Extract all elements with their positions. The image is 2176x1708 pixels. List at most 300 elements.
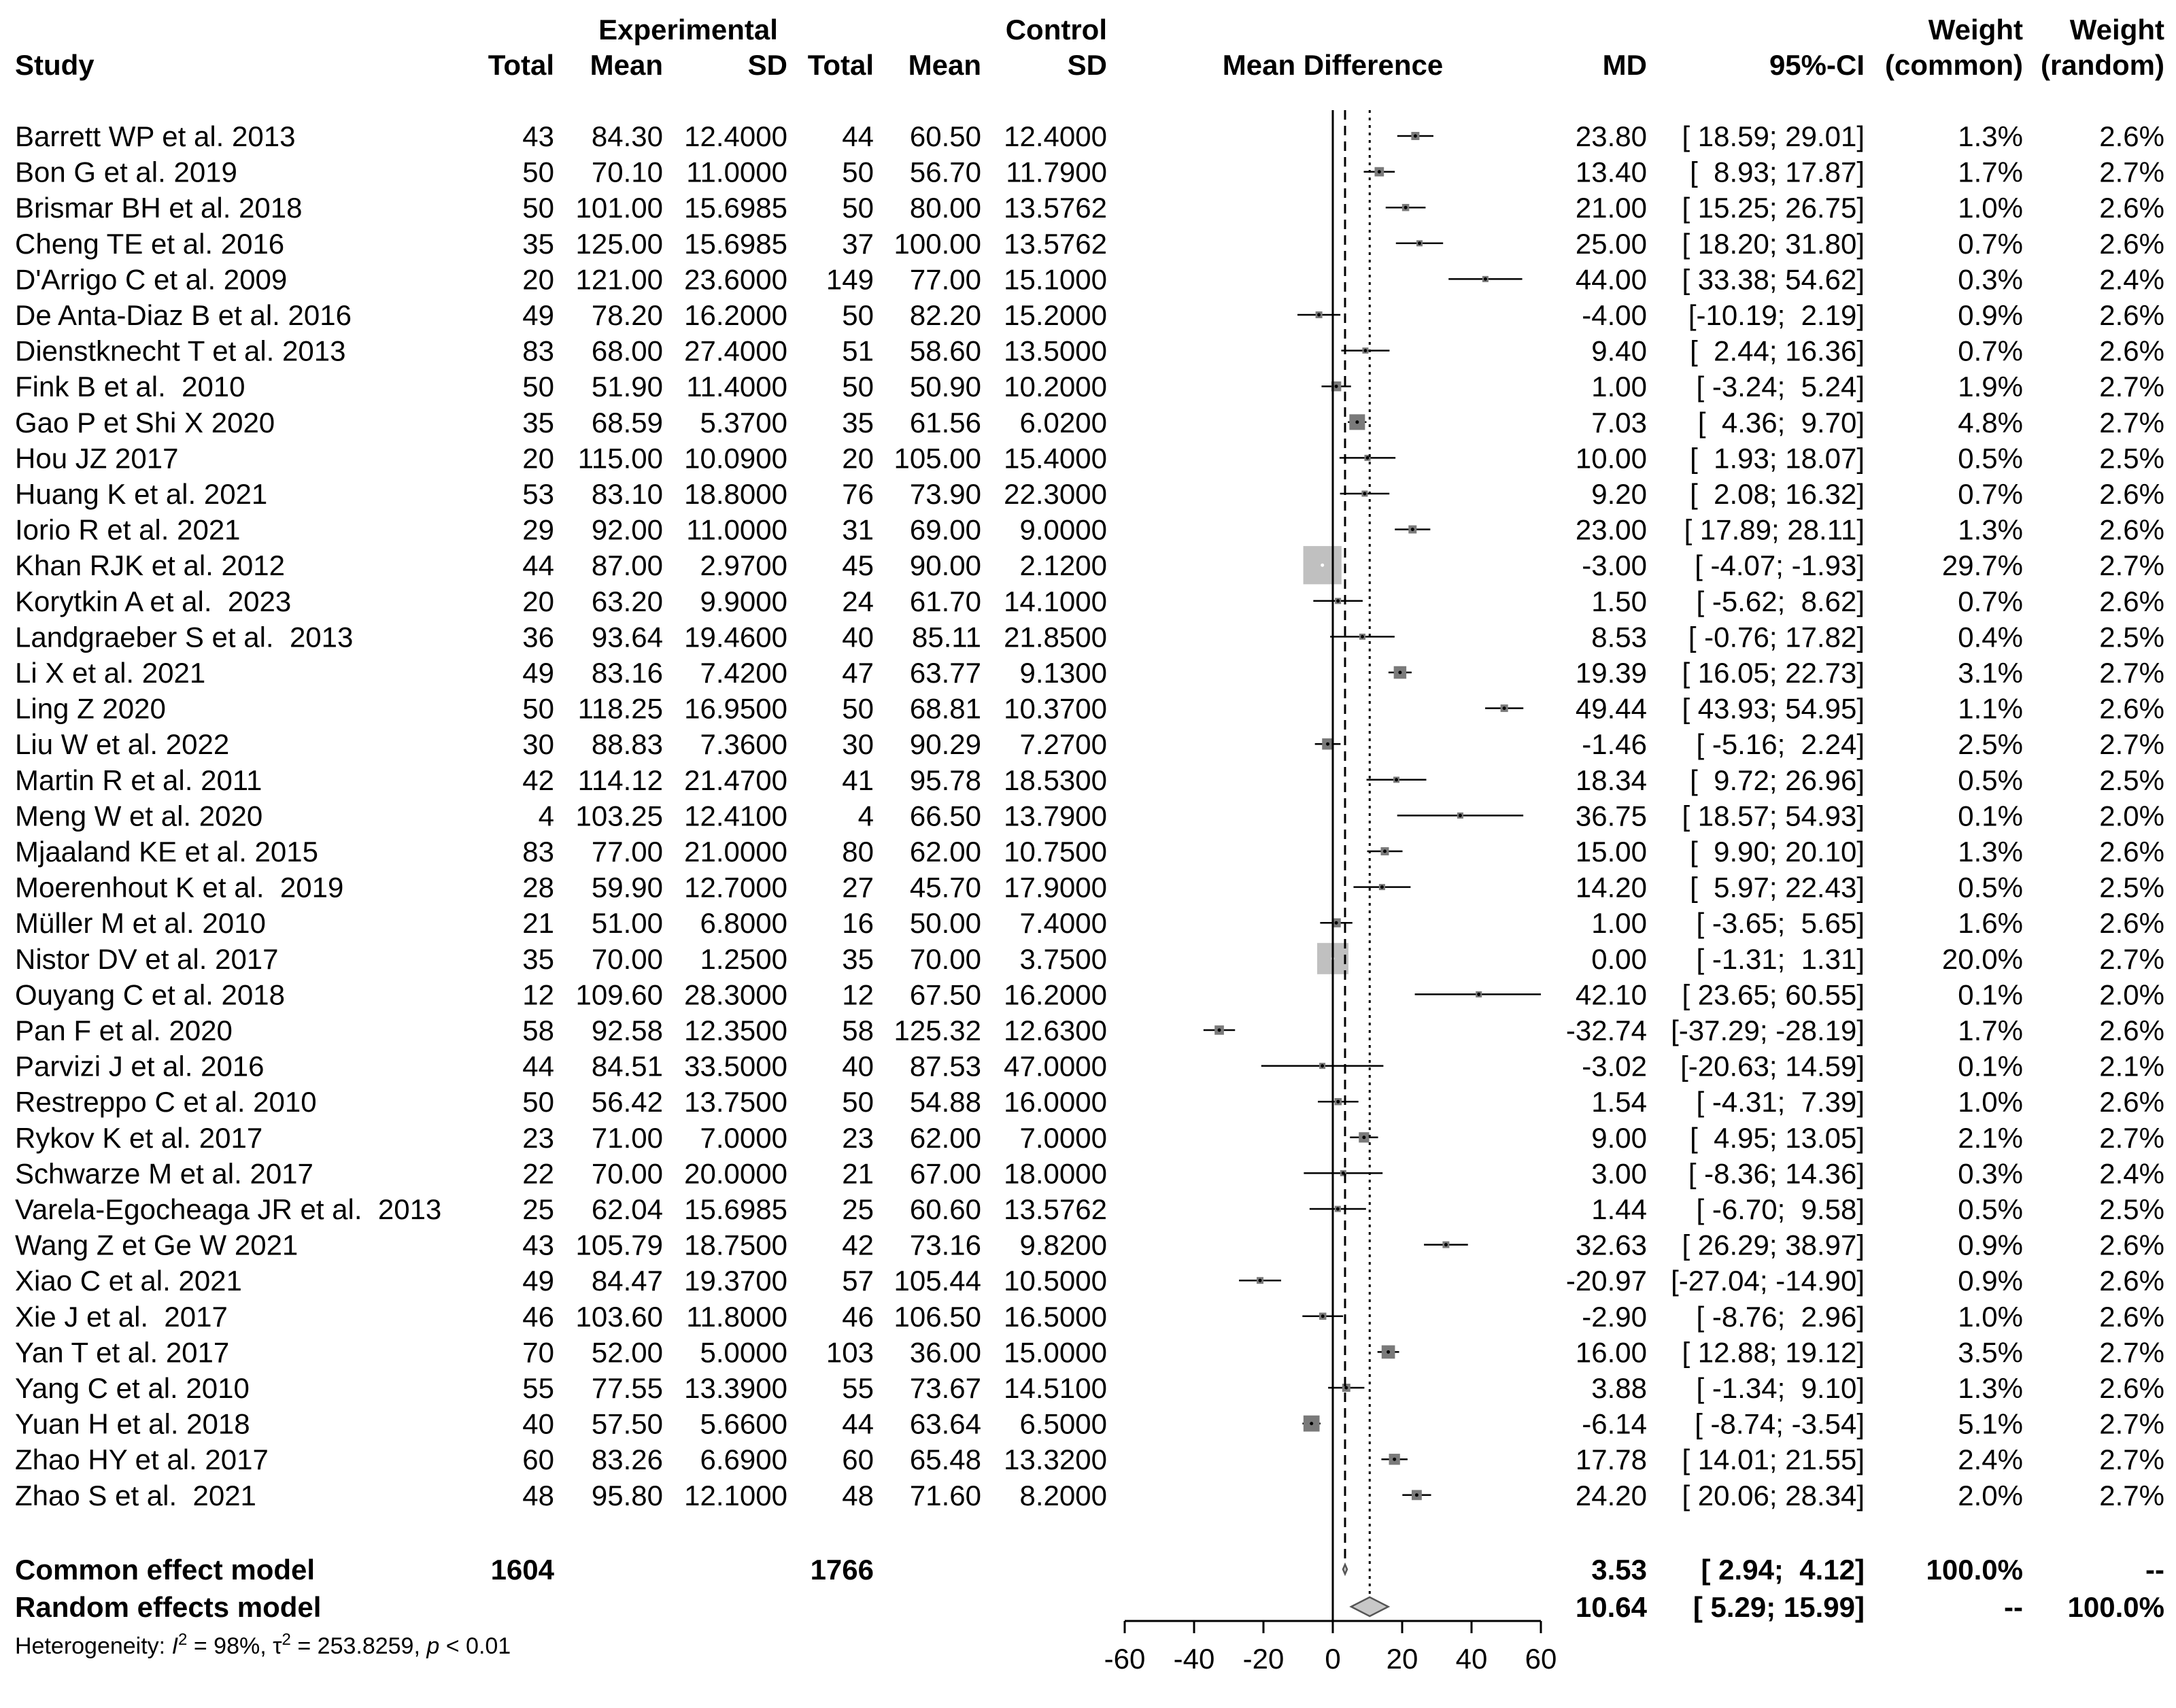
table-row: [15, 1086, 2164, 1118]
cell-w-common: 2.5%: [1958, 728, 2023, 761]
cell-e-sd: 12.1000: [684, 1479, 787, 1511]
cell-w-common: 1.3%: [1958, 120, 2023, 152]
point-estimate: [1387, 1350, 1390, 1354]
study-name: Yang C et al. 2010: [15, 1372, 250, 1404]
cell-e-mean: 78.20: [591, 299, 663, 331]
point-estimate: [1355, 420, 1359, 424]
header-weight-random: Weight: [2069, 14, 2164, 46]
cell-e-sd: 19.3700: [684, 1265, 787, 1297]
cell-w-common: 1.3%: [1958, 836, 2023, 868]
cell-e-sd: 23.6000: [684, 263, 787, 296]
cell-md-text: 7.03: [1591, 406, 1647, 439]
table-row: [15, 978, 2164, 1010]
point-estimate: [1418, 241, 1421, 245]
point-estimate: [1321, 564, 1324, 567]
cell-e-sd: 11.8000: [686, 1300, 787, 1333]
cell-ci-text: [ 23.65; 60.55]: [1682, 978, 1865, 1011]
cell-ci-text: [ -8.74; -3.54]: [1695, 1407, 1865, 1440]
cell-w-random: 2.5%: [2099, 871, 2164, 904]
cell-c-mean: 71.60: [909, 1479, 981, 1511]
study-name: De Anta-Diaz B et al. 2016: [15, 299, 352, 331]
header-study: Study: [15, 49, 95, 81]
cell-e-mean: 56.42: [591, 1086, 663, 1118]
cell-c-mean: 125.32: [894, 1014, 981, 1046]
cell-w-random: 2.4%: [2099, 263, 2164, 296]
cell-ci-text: [ -3.24; 5.24]: [1696, 371, 1865, 403]
cell-e-mean: 84.47: [591, 1265, 663, 1297]
cell-c-sd: 16.5000: [1004, 1300, 1107, 1333]
cell-e-sd: 1.2500: [700, 942, 787, 975]
point-estimate: [1393, 1458, 1396, 1461]
point-estimate: [1378, 170, 1381, 173]
study-name: Barrett WP et al. 2013: [15, 120, 296, 152]
cell-c-sd: 6.5000: [1019, 1407, 1107, 1440]
cell-e-total: 53: [522, 478, 554, 510]
cell-c-mean: 50.00: [909, 907, 981, 940]
cell-c-total: 25: [842, 1193, 874, 1225]
cell-e-total: 50: [522, 156, 554, 188]
cell-ci-text: [-37.29; -28.19]: [1671, 1014, 1865, 1046]
study-name: Li X et al. 2021: [15, 657, 206, 689]
cell-e-total: 30: [522, 728, 554, 761]
cell-c-sd: 9.8200: [1019, 1229, 1107, 1261]
point-estimate: [1321, 1314, 1325, 1318]
cell-md-text: 23.00: [1575, 513, 1647, 546]
cell-c-total: 50: [842, 156, 874, 188]
cell-w-random: 2.6%: [2099, 192, 2164, 224]
x-tick-label: -40: [1173, 1643, 1215, 1675]
header-ci: 95%-CI: [1769, 49, 1865, 81]
cell-md-text: 9.40: [1591, 335, 1647, 367]
study-name: Wang Z et Ge W 2021: [15, 1229, 299, 1261]
cell-c-sd: 8.2000: [1019, 1479, 1107, 1511]
cell-c-mean: 45.70: [909, 871, 981, 904]
cell-e-sd: 15.6985: [684, 1193, 787, 1225]
cell-w-common: 0.7%: [1958, 478, 2023, 510]
cell-w-random: 2.1%: [2099, 1050, 2164, 1082]
x-tick-label: -20: [1242, 1643, 1285, 1675]
cell-w-common: 2.1%: [1958, 1121, 2023, 1154]
cell-c-mean: 63.77: [909, 657, 981, 689]
header-c-mean: Mean: [908, 49, 981, 81]
cell-e-sd: 21.4700: [684, 764, 787, 796]
study-name: Huang K et al. 2021: [15, 478, 268, 510]
cell-e-sd: 13.7500: [684, 1086, 787, 1118]
cell-e-sd: 7.4200: [700, 657, 787, 689]
cell-w-random: 2.6%: [2099, 1014, 2164, 1046]
cell-md-text: 14.20: [1575, 871, 1647, 904]
summary-c-total: 1766: [810, 1554, 874, 1586]
table-row: [15, 1408, 2164, 1440]
cell-ci-text: [ 15.25; 26.75]: [1682, 192, 1865, 224]
cell-w-common: 1.6%: [1958, 907, 2023, 940]
cell-c-mean: 106.50: [894, 1300, 981, 1333]
cell-e-sd: 9.9000: [700, 585, 787, 617]
study-name: Xie J et al. 2017: [15, 1300, 228, 1333]
cell-md-text: 42.10: [1575, 978, 1647, 1011]
cell-c-mean: 58.60: [909, 335, 981, 367]
table-row: [15, 907, 2164, 939]
cell-c-total: 51: [842, 335, 874, 367]
table-row: [15, 1193, 2164, 1225]
point-estimate: [1366, 456, 1370, 460]
cell-w-random: 2.7%: [2099, 1479, 2164, 1511]
cell-ci-text: [ -8.76; 2.96]: [1696, 1300, 1865, 1333]
cell-c-total: 41: [842, 764, 874, 796]
summary-e-total: 1604: [490, 1554, 554, 1586]
table-row: [15, 228, 2164, 260]
cell-c-total: 50: [842, 692, 874, 725]
cell-c-total: 50: [842, 371, 874, 403]
cell-w-common: 1.3%: [1958, 513, 2023, 546]
cell-e-total: 25: [522, 1193, 554, 1225]
cell-e-mean: 51.90: [591, 371, 663, 403]
cell-e-sd: 16.2000: [684, 299, 787, 331]
cell-ci-text: [ 9.72; 26.96]: [1690, 764, 1865, 796]
cell-e-sd: 5.3700: [700, 406, 787, 439]
cell-e-total: 43: [522, 1229, 554, 1261]
summary-label: Common effect model: [15, 1554, 316, 1586]
cell-md-text: 21.00: [1575, 192, 1647, 224]
cell-md-text: 44.00: [1575, 263, 1647, 296]
cell-c-mean: 66.50: [909, 800, 981, 832]
cell-md-text: 1.54: [1591, 1086, 1647, 1118]
study-name: Khan RJK et al. 2012: [15, 549, 285, 582]
plot-area: [1104, 110, 1557, 1675]
cell-c-total: 58: [842, 1014, 874, 1046]
cell-c-mean: 77.00: [909, 263, 981, 296]
cell-c-sd: 2.1200: [1019, 549, 1107, 582]
cell-c-mean: 62.00: [909, 836, 981, 868]
point-estimate: [1326, 742, 1329, 746]
cell-c-mean: 90.29: [909, 728, 981, 761]
cell-e-sd: 12.7000: [684, 871, 787, 904]
cell-w-common: 0.7%: [1958, 585, 2023, 617]
cell-c-total: 50: [842, 192, 874, 224]
cell-e-sd: 20.0000: [684, 1157, 787, 1190]
cell-c-mean: 105.00: [894, 442, 981, 475]
cell-e-mean: 77.00: [591, 836, 663, 868]
cell-md-text: 3.00: [1591, 1157, 1647, 1190]
cell-e-total: 22: [522, 1157, 554, 1190]
point-estimate: [1336, 1208, 1340, 1211]
cell-md-text: -2.90: [1582, 1300, 1647, 1333]
cell-ci-text: [-10.19; 2.19]: [1688, 299, 1865, 331]
study-name: Rykov K et al. 2017: [15, 1121, 263, 1154]
cell-c-total: 48: [842, 1479, 874, 1511]
cell-e-sd: 2.9700: [700, 549, 787, 582]
cell-c-total: 23: [842, 1121, 874, 1154]
cell-e-mean: 57.50: [591, 1407, 663, 1440]
cell-e-sd: 6.6900: [700, 1444, 787, 1476]
cell-e-mean: 118.25: [577, 692, 663, 725]
cell-c-sd: 7.4000: [1019, 907, 1107, 940]
cell-w-random: 2.6%: [2099, 585, 2164, 617]
cell-ci-text: [ -0.76; 17.82]: [1688, 621, 1865, 653]
header-c-sd: SD: [1067, 49, 1107, 81]
cell-c-mean: 85.11: [912, 621, 981, 653]
cell-c-mean: 65.48: [909, 1444, 981, 1476]
cell-md-text: 0.00: [1591, 942, 1647, 975]
cell-c-mean: 67.50: [909, 978, 981, 1011]
cell-ci-text: [ 5.97; 22.43]: [1690, 871, 1865, 904]
cell-c-sd: 12.4000: [1004, 120, 1107, 152]
cell-ci-text: [ 33.38; 54.62]: [1682, 263, 1865, 296]
cell-e-mean: 92.58: [591, 1014, 663, 1046]
study-name: Martin R et al. 2011: [15, 764, 262, 796]
study-name: Yuan H et al. 2018: [15, 1407, 250, 1440]
cell-ci-text: [ -8.36; 14.36]: [1688, 1157, 1865, 1190]
point-estimate: [1218, 1029, 1221, 1032]
cell-w-random: 2.7%: [2099, 371, 2164, 403]
header-md: MD: [1602, 49, 1647, 81]
header-experimental: Experimental: [598, 14, 778, 46]
cell-e-total: 83: [522, 836, 554, 868]
x-tick-label: 40: [1455, 1643, 1488, 1675]
cell-w-common: 0.3%: [1958, 1157, 2023, 1190]
table-row: [15, 585, 2164, 617]
cell-c-sd: 10.5000: [1004, 1265, 1107, 1297]
cell-e-mean: 84.51: [591, 1050, 663, 1082]
cell-e-total: 29: [522, 513, 554, 546]
cell-e-total: 20: [522, 442, 554, 475]
cell-e-mean: 109.60: [575, 978, 663, 1011]
cell-ci-text: [ -5.16; 2.24]: [1696, 728, 1865, 761]
cell-c-sd: 14.5100: [1004, 1372, 1107, 1404]
cell-e-total: 70: [522, 1336, 554, 1369]
cell-c-total: 44: [842, 120, 874, 152]
cell-c-total: 42: [842, 1229, 874, 1261]
cell-md-text: 13.40: [1575, 156, 1647, 188]
cell-md-text: -1.46: [1582, 728, 1647, 761]
summary-row: [15, 1591, 2164, 1623]
cell-w-random: 2.6%: [2099, 907, 2164, 940]
cell-w-random: 2.6%: [2099, 1229, 2164, 1261]
cell-e-mean: 93.64: [591, 621, 663, 653]
cell-c-sd: 47.0000: [1004, 1050, 1107, 1082]
table-row: [15, 800, 2164, 832]
cell-w-common: 0.4%: [1958, 621, 2023, 653]
cell-c-sd: 10.2000: [1004, 371, 1107, 403]
cell-e-mean: 92.00: [591, 513, 663, 546]
cell-ci-text: [ 1.93; 18.07]: [1690, 442, 1865, 475]
study-name: Dienstknecht T et al. 2013: [15, 335, 346, 367]
summary-md: 10.64: [1575, 1591, 1647, 1623]
header-c-total: Total: [807, 49, 874, 81]
point-estimate: [1415, 1493, 1418, 1497]
point-estimate: [1336, 599, 1340, 602]
cell-e-sd: 15.6985: [684, 227, 787, 260]
study-name: Müller M et al. 2010: [15, 907, 266, 940]
cell-md-text: 32.63: [1575, 1229, 1647, 1261]
cell-w-random: 2.6%: [2099, 1265, 2164, 1297]
cell-w-random: 2.6%: [2099, 692, 2164, 725]
random-effects-diamond: [1351, 1597, 1389, 1616]
cell-c-sd: 15.1000: [1004, 263, 1107, 296]
point-estimate: [1383, 850, 1387, 853]
cell-c-mean: 68.81: [909, 692, 981, 725]
point-estimate: [1321, 1064, 1324, 1068]
cell-e-mean: 115.00: [577, 442, 663, 475]
cell-md-text: 36.75: [1575, 800, 1647, 832]
cell-md-text: 19.39: [1575, 657, 1647, 689]
cell-ci-text: [ 4.95; 13.05]: [1690, 1121, 1865, 1154]
header-weight-common: Weight: [1928, 14, 2023, 46]
table-row: [15, 1301, 2164, 1333]
cell-w-random: 2.5%: [2099, 442, 2164, 475]
header-weight-common-sub: (common): [1885, 49, 2023, 81]
cell-ci-text: [ 17.89; 28.11]: [1684, 513, 1865, 546]
cell-c-mean: 80.00: [909, 192, 981, 224]
cell-e-mean: 77.55: [591, 1372, 663, 1404]
cell-e-mean: 125.00: [575, 227, 663, 260]
cell-w-common: 4.8%: [1958, 406, 2023, 439]
cell-ci-text: [ -3.65; 5.65]: [1696, 907, 1865, 940]
point-estimate: [1444, 1243, 1448, 1246]
cell-w-random: 2.5%: [2099, 1193, 2164, 1225]
study-name: Xiao C et al. 2021: [15, 1265, 242, 1297]
cell-c-sd: 13.3200: [1004, 1444, 1107, 1476]
table-row: [15, 1265, 2164, 1297]
point-estimate: [1459, 814, 1462, 817]
cell-md-text: -32.74: [1565, 1014, 1647, 1046]
cell-e-total: 55: [522, 1372, 554, 1404]
cell-e-total: 48: [522, 1479, 554, 1511]
cell-md-text: 9.00: [1591, 1121, 1647, 1154]
cell-w-common: 3.1%: [1958, 657, 2023, 689]
cell-e-sd: 18.7500: [684, 1229, 787, 1261]
x-tick-label: 0: [1325, 1643, 1341, 1675]
cell-e-sd: 13.3900: [684, 1372, 787, 1404]
cell-w-random: 2.7%: [2099, 942, 2164, 975]
cell-w-common: 5.1%: [1958, 1407, 2023, 1440]
study-name: Gao P et Shi X 2020: [15, 406, 275, 439]
cell-w-common: 0.9%: [1958, 1265, 2023, 1297]
table-row: [15, 1372, 2164, 1404]
cell-c-sd: 13.5762: [1004, 227, 1107, 260]
cell-c-mean: 63.64: [909, 1407, 981, 1440]
x-tick-label: -60: [1104, 1643, 1146, 1675]
cell-e-mean: 105.79: [575, 1229, 663, 1261]
cell-c-sd: 3.7500: [1019, 942, 1107, 975]
table-row: [15, 1157, 2164, 1189]
cell-ci-text: [ 12.88; 19.12]: [1682, 1336, 1865, 1369]
cell-c-total: 37: [842, 227, 874, 260]
cell-c-sd: 9.0000: [1019, 513, 1107, 546]
cell-c-total: 21: [842, 1157, 874, 1190]
cell-w-common: 3.5%: [1958, 1336, 2023, 1369]
cell-ci-text: [ -1.34; 9.10]: [1696, 1372, 1865, 1404]
table-row: [15, 371, 2164, 403]
cell-w-common: 1.7%: [1958, 1014, 2023, 1046]
cell-w-random: 2.6%: [2099, 513, 2164, 546]
cell-c-mean: 61.56: [909, 406, 981, 439]
study-name: Brismar BH et al. 2018: [15, 192, 303, 224]
x-tick-label: 60: [1525, 1643, 1557, 1675]
cell-c-total: 50: [842, 1086, 874, 1118]
table-row: [15, 299, 2164, 331]
point-estimate: [1380, 885, 1384, 889]
summary-ci: [ 2.94; 4.12]: [1701, 1554, 1865, 1586]
cell-c-sd: 17.9000: [1004, 871, 1107, 904]
cell-c-total: 45: [842, 549, 874, 582]
cell-c-total: 40: [842, 1050, 874, 1082]
point-estimate: [1363, 349, 1367, 352]
study-name: Parvizi J et al. 2016: [15, 1050, 265, 1082]
cell-c-total: 27: [842, 871, 874, 904]
cell-e-total: 50: [522, 192, 554, 224]
cell-w-common: 1.1%: [1958, 692, 2023, 725]
cell-w-common: 1.7%: [1958, 156, 2023, 188]
table-row: [15, 728, 2164, 760]
cell-e-total: 44: [522, 1050, 554, 1082]
header-control: Control: [1005, 14, 1107, 46]
cell-ci-text: [ 18.57; 54.93]: [1682, 800, 1865, 832]
table-row: [15, 1014, 2164, 1046]
cell-e-sd: 12.3500: [684, 1014, 787, 1046]
cell-e-mean: 114.12: [577, 764, 663, 796]
cell-c-sd: 11.7900: [1006, 156, 1107, 188]
cell-c-sd: 13.7900: [1004, 800, 1107, 832]
cell-w-random: 2.6%: [2099, 836, 2164, 868]
cell-e-mean: 83.10: [591, 478, 663, 510]
study-name: Moerenhout K et al. 2019: [15, 871, 344, 904]
cell-c-total: 20: [842, 442, 874, 475]
cell-e-total: 49: [522, 299, 554, 331]
cell-e-mean: 51.00: [591, 907, 663, 940]
cell-md-text: 1.00: [1591, 907, 1647, 940]
table-row: [15, 263, 2164, 295]
study-name: Meng W et al. 2020: [15, 800, 263, 832]
cell-e-total: 42: [522, 764, 554, 796]
summary-row: [15, 1554, 2164, 1586]
study-rows: [15, 120, 2164, 1659]
table-row: [15, 407, 2164, 439]
cell-md-text: 9.20: [1591, 478, 1647, 510]
cell-ci-text: [ -1.31; 1.31]: [1696, 942, 1865, 975]
cell-w-random: 2.6%: [2099, 1086, 2164, 1118]
cell-w-common: 0.1%: [1958, 800, 2023, 832]
cell-e-mean: 71.00: [591, 1121, 663, 1154]
cell-w-random: 2.5%: [2099, 764, 2164, 796]
cell-e-total: 35: [522, 406, 554, 439]
cell-e-total: 35: [522, 942, 554, 975]
study-name: Mjaaland KE et al. 2015: [15, 836, 318, 868]
cell-md-text: 1.44: [1591, 1193, 1647, 1225]
cell-e-total: 35: [522, 227, 554, 260]
header-weight-random-sub: (random): [2041, 49, 2164, 81]
cell-c-mean: 95.78: [909, 764, 981, 796]
cell-e-sd: 11.0000: [686, 156, 787, 188]
cell-e-sd: 15.6985: [684, 192, 787, 224]
cell-e-mean: 83.26: [591, 1444, 663, 1476]
cell-ci-text: [-27.04; -14.90]: [1671, 1265, 1865, 1297]
summary-weight-common: --: [2004, 1591, 2023, 1623]
cell-w-random: 2.7%: [2099, 1444, 2164, 1476]
cell-w-common: 1.3%: [1958, 1372, 2023, 1404]
cell-e-mean: 59.90: [591, 871, 663, 904]
cell-ci-text: [ 9.90; 20.10]: [1690, 836, 1865, 868]
cell-e-total: 83: [522, 335, 554, 367]
cell-c-sd: 18.0000: [1004, 1157, 1107, 1190]
cell-c-sd: 21.8500: [1004, 621, 1107, 653]
cell-w-random: 2.5%: [2099, 621, 2164, 653]
study-name: Pan F et al. 2020: [15, 1014, 233, 1046]
cell-e-total: 21: [522, 907, 554, 940]
point-estimate: [1398, 671, 1401, 674]
cell-w-random: 2.6%: [2099, 335, 2164, 367]
cell-md-text: -3.00: [1582, 549, 1647, 582]
